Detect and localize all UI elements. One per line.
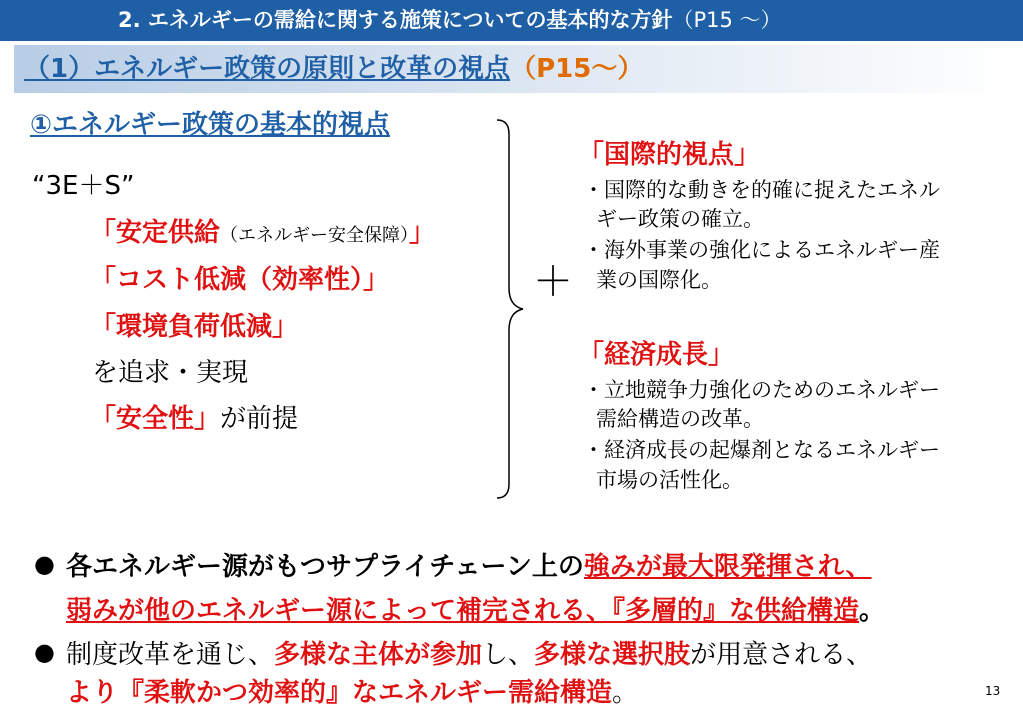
bullet-2-line-1 (66, 634, 872, 671)
bullet-2-highlight-d: 多様な選択肢 (534, 640, 691, 670)
keizai-line-4: 市場の活性化。 (596, 468, 743, 492)
curly-bracket (495, 118, 525, 500)
bullet-dot-1: ● (34, 550, 55, 578)
kokusai-line-1: ・国際的な動きを的確に捉えたエネル (583, 178, 940, 202)
bullet-2-text-c: し、 (482, 640, 535, 670)
keizai-line-3: ・経済成長の起爆剤となるエネルギー (583, 438, 940, 462)
title-bar (0, 0, 1023, 41)
safety-label: 「安全性」 (90, 404, 221, 434)
bullet-2-line-2 (66, 672, 638, 709)
kokusai-line-4: 業の国際化。 (596, 268, 722, 292)
bullet-2-end: 。 (612, 678, 639, 708)
keizai-line-2: 需給構造の改革。 (596, 407, 764, 431)
bullet-2-highlight-a: 多様な主体が参加 (274, 640, 483, 670)
item-safety (90, 398, 298, 435)
section-title: （1）エネルギー政策の原則と改革の視点 (24, 54, 511, 84)
kokusai-title: 「国際的視点」 (578, 140, 761, 170)
left-heading: ①エネルギー政策の基本的視点 (30, 110, 391, 140)
title-text: 2. エネルギーの需給に関する施策についての基本的な方針 (118, 8, 673, 32)
bullet-1-line-2 (66, 590, 885, 627)
keizai-title: 「経済成長」 (578, 340, 735, 370)
section-bar (14, 45, 1014, 93)
item-environment: 「環境負荷低減」 (90, 312, 299, 342)
title-page-ref: （P15 ～） (672, 8, 782, 32)
stable-supply-close: 」 (409, 218, 436, 248)
formula-3es: “3E＋S” (32, 171, 135, 201)
bullet-dot-2: ● (34, 638, 55, 666)
item-cost-reduction: 「コスト低減（効率性）」 (90, 265, 390, 295)
section-page-ref: （P15～） (510, 54, 644, 84)
item-pursue: を追求・実現 (92, 358, 249, 388)
page-number: 13 (985, 684, 1001, 698)
kokusai-line-3: ・海外事業の強化によるエネルギー産 (583, 238, 940, 262)
item-stable-supply (90, 212, 435, 249)
safety-premise: が前提 (220, 404, 299, 434)
keizai-line-1: ・立地競争力強化のためのエネルギー (583, 378, 940, 402)
bullet-1-highlight-a: 強みが最大限発揮され、 (583, 552, 872, 582)
bullet-1-text-a: 各エネルギー源がもつサプライチェーン上の (66, 552, 584, 582)
bullet-1-highlight-b: 弱みが他のエネルギー源によって補完される、『多層的』な供給構造 (66, 596, 860, 626)
bullet-2-text-e: が用意される、 (690, 640, 873, 670)
stable-supply-note: （エネルギー安全保障） (220, 225, 410, 246)
kokusai-line-2: ギー政策の確立。 (596, 207, 764, 231)
stable-supply-label: 「安定供給 (90, 218, 221, 248)
bullet-2-highlight-f: より『柔軟かつ効率的』なエネルギー需給構造 (66, 678, 613, 708)
bullet-1-line-1 (66, 546, 871, 583)
plus-sign: ＋ (533, 259, 573, 305)
bullet-1-end: 。 (859, 596, 886, 626)
bullet-2-text-a: 制度改革を通じ、 (66, 640, 275, 670)
